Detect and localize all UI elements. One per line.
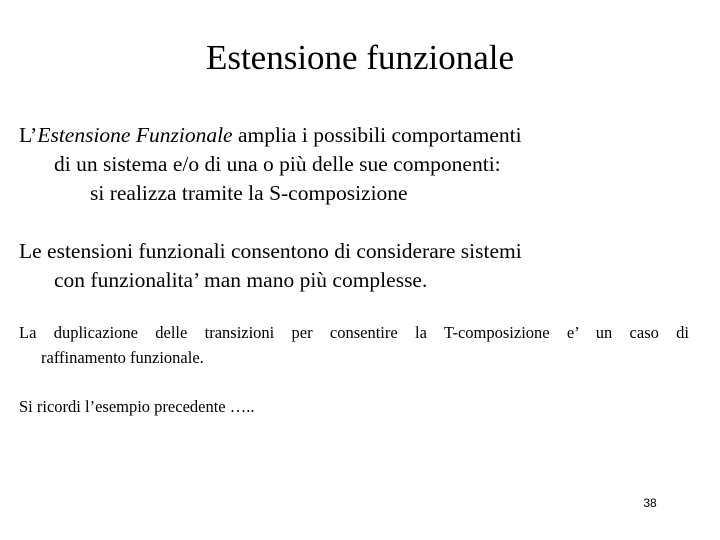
lead-text: L’	[19, 123, 38, 147]
paragraph-line: raffinamento funzionale.	[41, 348, 204, 367]
slide-title: Estensione funzionale	[205, 38, 515, 77]
page-number: 38	[643, 496, 657, 510]
paragraph-line: con funzionalita’ man mano più complesse.	[54, 268, 428, 292]
paragraph-line: Si ricordi l’esempio precedente …..	[19, 397, 255, 416]
term-emphasis: Estensione Funzionale	[37, 123, 233, 147]
paragraph-duplication	[19, 320, 689, 370]
paragraph-functional-extensions	[19, 237, 522, 295]
paragraph-line: di un sistema e/o di una o più delle sue componenti:	[54, 152, 501, 176]
paragraph-line: La duplicazione delle transizioni per consentire la T-composizione e’ un caso di	[19, 323, 689, 342]
paragraph-previous-example	[19, 395, 255, 419]
paragraph-line: si realizza tramite la S-composizione	[90, 181, 408, 205]
paragraph-line	[19, 121, 522, 150]
paragraph-line: Le estensioni funzionali consentono di considerare sistemi	[19, 239, 522, 263]
line-text: amplia i possibili comportamenti	[232, 123, 522, 147]
paragraph-functional-extension	[19, 121, 522, 208]
